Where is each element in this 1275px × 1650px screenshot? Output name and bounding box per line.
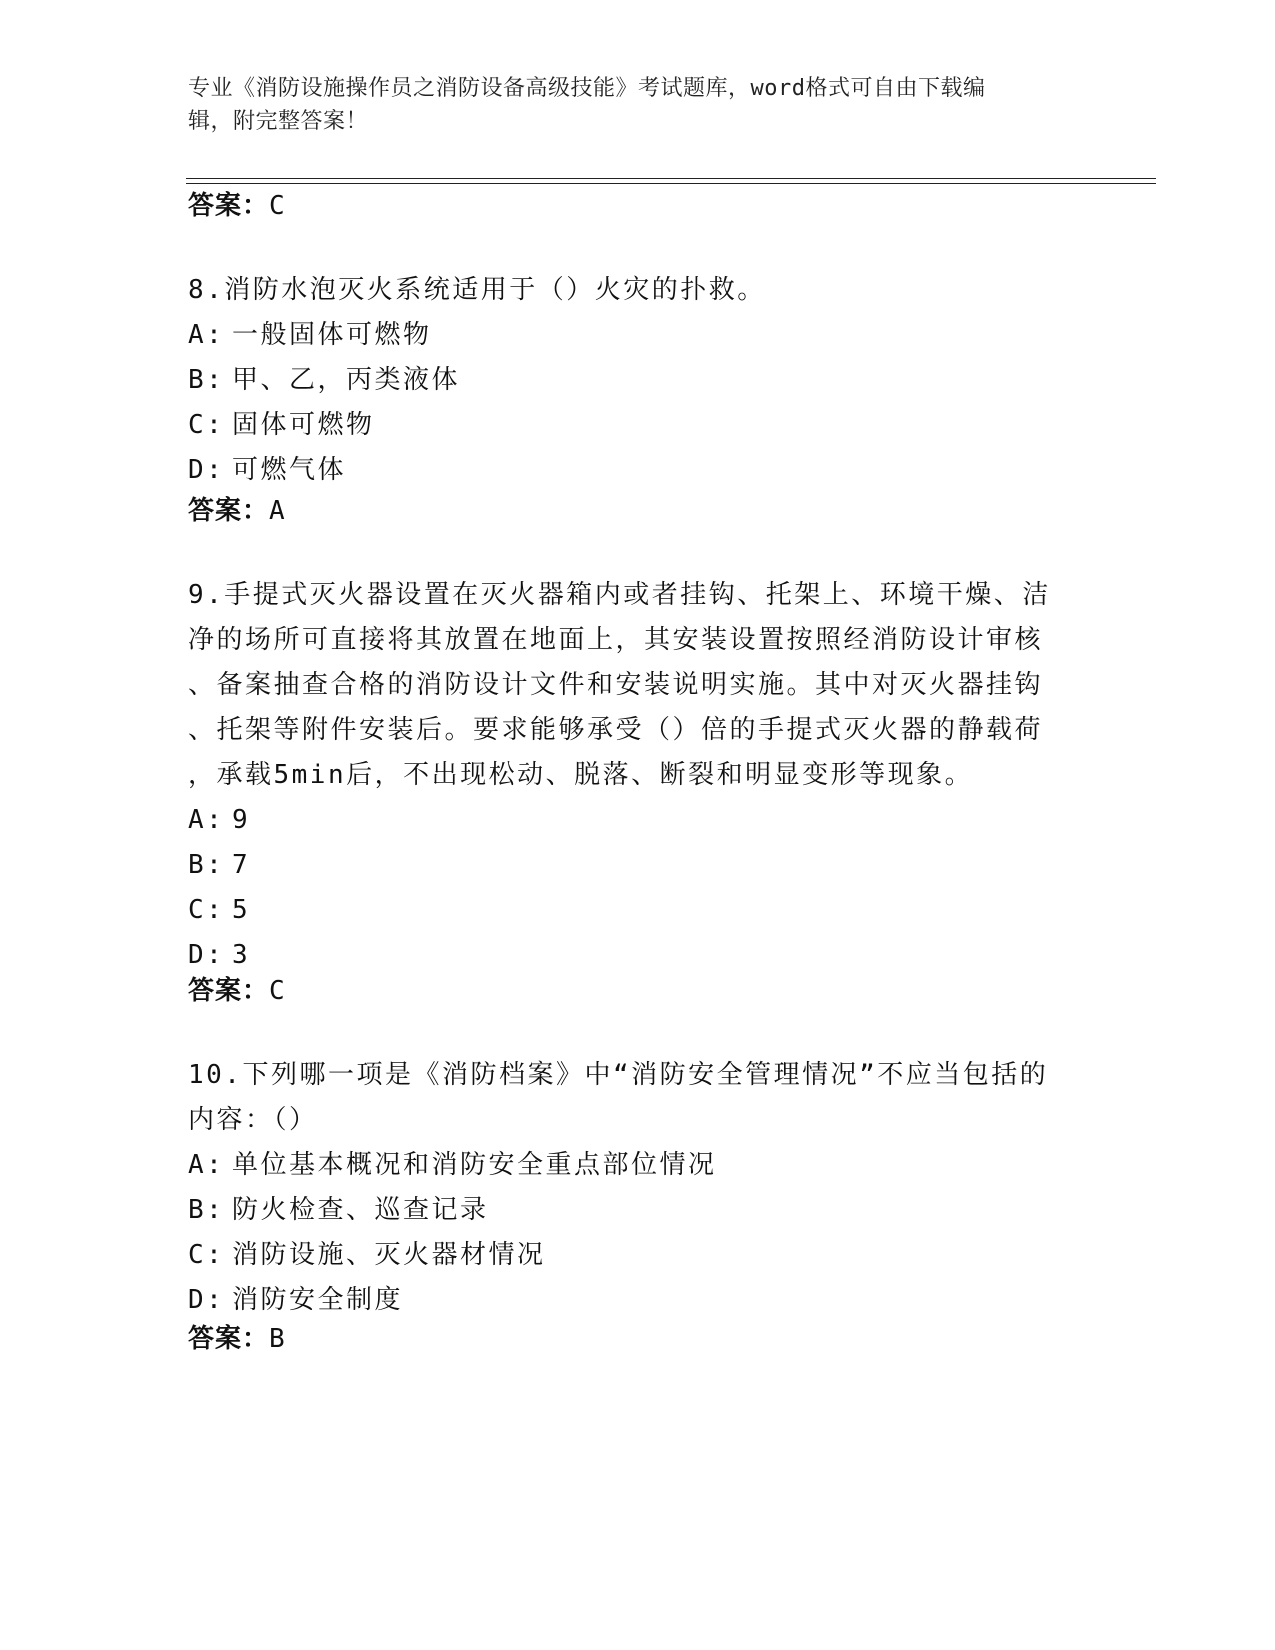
option-a: A: 单位基本概况和消防安全重点部位情况 [188, 1150, 717, 1180]
option-a: A: 9 [188, 805, 251, 835]
question-9 [188, 573, 1088, 978]
option-d: D: 3 [188, 940, 251, 970]
document-header [188, 72, 1088, 138]
option-a: A: 一般固体可燃物 [188, 320, 432, 350]
option-c: C: 固体可燃物 [188, 410, 375, 440]
option-c: C: 5 [188, 895, 251, 925]
question-8 [188, 268, 1088, 493]
question-line: 、备案抽查合格的消防设计文件和安装说明实施。其中对灭火器挂钩 [188, 670, 1044, 700]
answer-label: 答案： [188, 191, 270, 221]
answer-10 [188, 1323, 286, 1355]
answer-value: A [269, 496, 286, 526]
question-line: 、托架等附件安装后。要求能够承受（）倍的手提式灭火器的静载荷 [188, 715, 1044, 745]
option-b: B: 防火检查、巡查记录 [188, 1195, 489, 1225]
answer-9 [188, 975, 286, 1007]
question-text [188, 1053, 1088, 1143]
question-text [188, 573, 1088, 798]
option-c: C: 消防设施、灭火器材情况 [188, 1240, 546, 1270]
answer-value: B [269, 1324, 286, 1354]
answer-label: 答案： [188, 976, 270, 1006]
answer-value: C [269, 191, 286, 221]
option-d: D: 消防安全制度 [188, 1285, 404, 1315]
question-line: 10.下列哪一项是《消防档案》中“消防安全管理情况”不应当包括的 [188, 1060, 1049, 1090]
answer-label: 答案： [188, 496, 270, 526]
question-line: 8.消防水泡灭火系统适用于（）火灾的扑救。 [188, 275, 766, 305]
header-line-2: 辑，附完整答案！ [188, 109, 369, 134]
answer-label: 答案： [188, 1324, 270, 1354]
header-divider-bottom [186, 183, 1156, 184]
option-b: B: 甲、乙，丙类液体 [188, 365, 461, 395]
answer-8 [188, 495, 286, 527]
header-divider-top [186, 178, 1156, 179]
option-d: D: 可燃气体 [188, 455, 347, 485]
question-line: 净的场所可直接将其放置在地面上，其安装设置按照经消防设计审核 [188, 625, 1044, 655]
option-b: B: 7 [188, 850, 251, 880]
question-10 [188, 1053, 1088, 1323]
header-line-1: 专业《消防设施操作员之消防设备高级技能》考试题库，word格式可自由下载编 [188, 76, 986, 101]
prev-answer [188, 190, 286, 222]
answer-value: C [269, 976, 286, 1006]
question-line: 内容：（） [188, 1105, 318, 1135]
question-line: 9.手提式灭火器设置在灭火器箱内或者挂钩、托架上、环境干燥、洁 [188, 580, 1051, 610]
question-text [188, 268, 1088, 313]
question-line: ，承载5min后，不出现松动、脱落、断裂和明显变形等现象。 [188, 760, 974, 790]
